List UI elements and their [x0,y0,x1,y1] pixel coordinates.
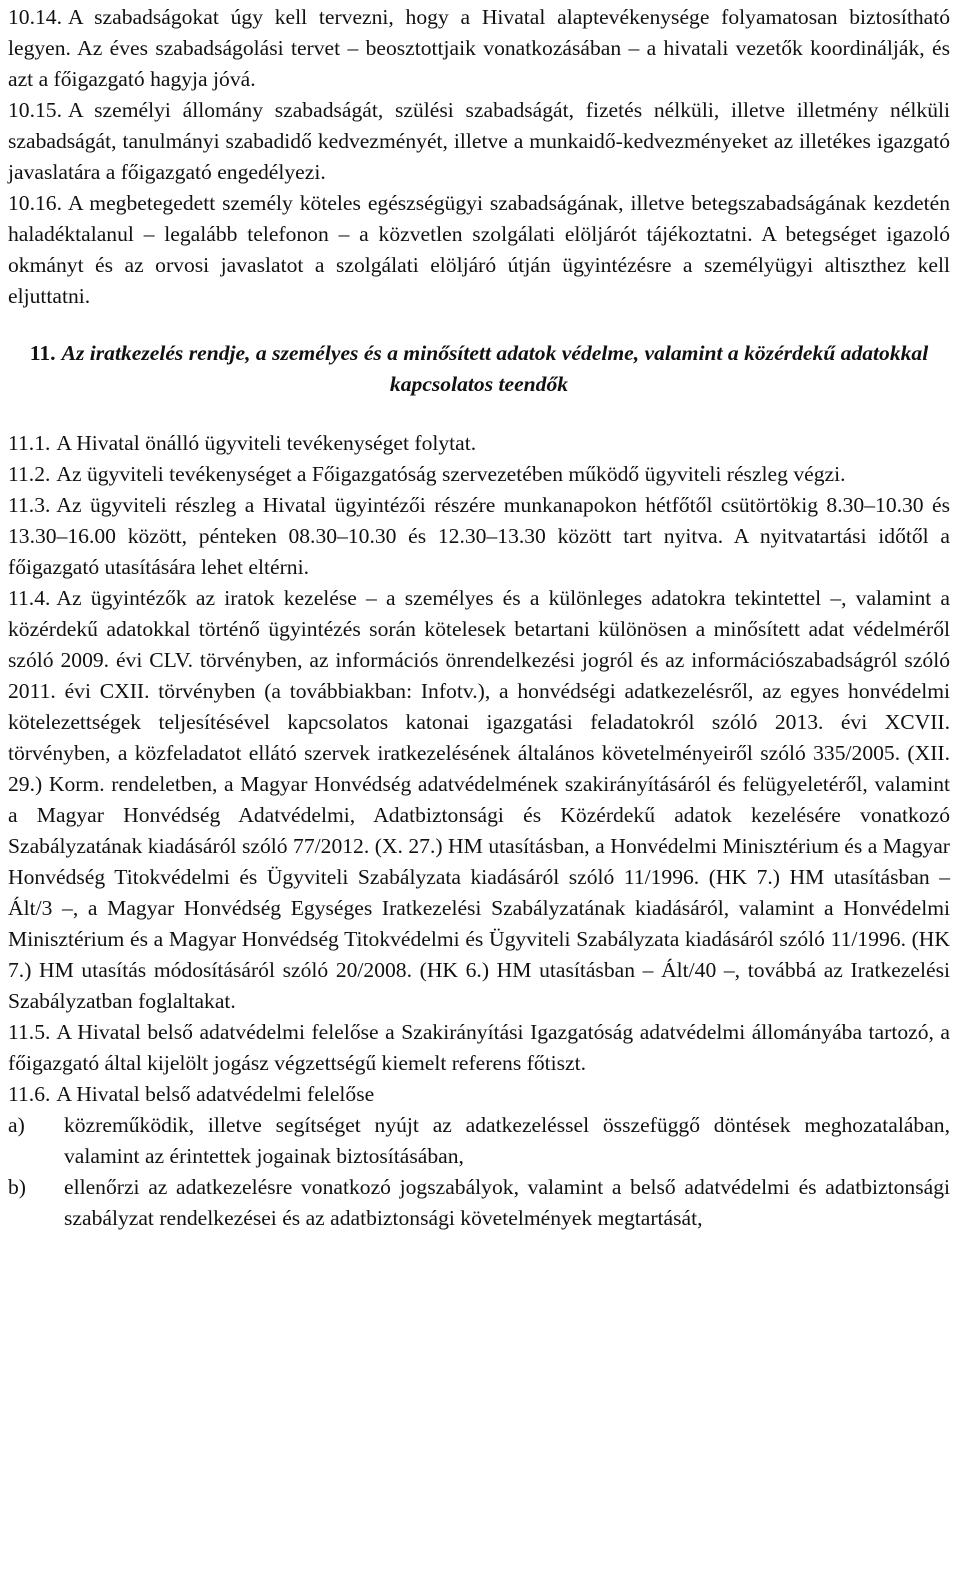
paragraph-text: A Hivatal belső adatvédelmi felelőse a Szakirányítási Igazgatóság adatvédelmi állományába tartozó, a főigazgató által kijelölt jogász végzettségű kiemelt referens főtiszt. [8,1020,950,1075]
paragraph-text: Az ügyviteli tevékenységet a Főigazgatóság szervezetében működő ügyviteli részleg végzi. [56,462,846,486]
list-marker: a) [8,1113,25,1137]
paragraph-number: 11.1. [8,431,51,455]
paragraph-11-5 [8,1017,950,1079]
section-title: Az iratkezelés rendje, a személyes és a minősített adatok védelme, valamint a közérdekű adatokkal kapcsolatos teendők [61,341,929,396]
paragraph-text: A Hivatal önálló ügyviteli tevékenységet folytat. [56,431,477,455]
paragraph-10-16 [8,188,950,312]
list-item-a [8,1110,950,1172]
paragraph-text: A megbetegedett személy köteles egészségügyi szabadságának, illetve betegszabadságának kezdetén haladéktalanul – legalább telefonon – a közvetlen szolgálati elöljárót tájékoztatni. A betegséget igazoló okmányt és az orvosi javaslatot a szolgálati elöljáró útján ügyintézésre a személyügyi altiszthez kell eljuttatni. [8,191,950,308]
paragraph-text: A Hivatal belső adatvédelmi felelőse [56,1082,375,1106]
list-item-text: ellenőrzi az adatkezelésre vonatkozó jogszabályok, valamint a belső adatvédelmi és adatbiztonsági szabályzat rendelkezései és az adatbiztonsági követelmények megtartását, [64,1175,950,1230]
paragraph-11-6 [8,1079,950,1110]
paragraph-11-4 [8,583,950,1017]
list-marker: b) [8,1175,26,1199]
paragraph-11-3 [8,490,950,583]
paragraph-10-15 [8,95,950,188]
paragraph-number: 11.5. [8,1020,51,1044]
list-item-b [8,1172,950,1234]
section-number: 11. [29,341,56,365]
paragraph-11-2 [8,459,950,490]
paragraph-number: 11.6. [8,1082,51,1106]
paragraph-text: A szabadságokat úgy kell tervezni, hogy a Hivatal alaptevékenysége folyamatosan biztosítható legyen. Az éves szabadságolási tervet – beosztottjaik vonatkozásában – a hivatali vezetők koordinálják, és azt a főigazgató hagyja jóvá. [8,5,950,91]
paragraph-number: 11.2. [8,462,51,486]
paragraph-number: 11.3. [8,493,51,517]
paragraph-10-14 [8,2,950,95]
paragraph-number: 11.4. [8,586,51,610]
paragraph-number: 10.16. [8,191,62,215]
section-heading [8,338,950,400]
paragraph-text: Az ügyintézők az iratok kezelése – a személyes és a különleges adatokra tekintettel –, valamint a közérdekű adatokkal történő ügyintézés során kötelesek betartani különösen a minősített adat védelméről szóló 2009. évi CLV. törvényben, az információs önrendelkezési jogról és az információszabadságról szóló 2011. évi CXII. törvényben (a továbbiakban: Infotv.), a honvédségi adatkezelésről, az egyes honvédelmi kötelezettségek teljesítésével kapcsolatos katonai igazgatási feladatokról szóló 2013. évi XCVII. törvényben, a közfeladatot ellátó szervek iratkezelésének általános követelményeiről szóló 335/2005. (XII. 29.) Korm. rendeletben, a Magyar Honvédség adatvédelmének szakirányításáról és felügyeletéről, valamint a Magyar Honvédség Adatvédelmi, Adatbiztonsági és Közérdekű adatok kezelésére vonatkozó Szabályzatának kiadásáról szóló 77/2012. (X. 27.) HM utasításban, a Honvédelmi Minisztérium és a Magyar Honvédség Titokvédelmi és Ügyviteli Szabályzata kiadásáról szóló 11/1996. (HK 7.) HM utasításban – Ált/3 –, a Magyar Honvédség Egységes Iratkezelési Szabályzatának kiadásáról, valamint a Honvédelmi Minisztérium és a Magyar Honvédség Titokvédelmi és Ügyviteli Szabályzata kiadásáról szóló 11/1996. (HK 7.) HM utasítás módosításáról szóló 20/2008. (HK 6.) HM utasításban – Ált/40 –, továbbá az Iratkezelési Szabályzatban foglaltakat. [8,586,950,1013]
paragraph-text: Az ügyviteli részleg a Hivatal ügyintézői részére munkanapokon hétfőtől csütörtökig 8.30–10.30 és 13.30–16.00 között, pénteken 08.30–10.30 és 12.30–13.30 között tart nyitva. A nyitvatartási időtől a főigazgató utasítására lehet eltérni. [8,493,950,579]
paragraph-text: A személyi állomány szabadságát, szülési szabadságát, fizetés nélküli, illetve illetmény nélküli szabadságát, tanulmányi szabadidő kedvezményét, illetve a munkaidő-kedvezményeket az illetékes igazgató javaslatára a főigazgató engedélyezi. [8,98,950,184]
paragraph-11-1 [8,428,950,459]
paragraph-number: 10.14. [8,5,62,29]
list-item-text: közreműködik, illetve segítséget nyújt az adatkezeléssel összefüggő döntések meghozatalában, valamint az érintettek jogainak biztosításában, [64,1113,950,1168]
paragraph-number: 10.15. [8,98,62,122]
document-page [0,2,960,1584]
